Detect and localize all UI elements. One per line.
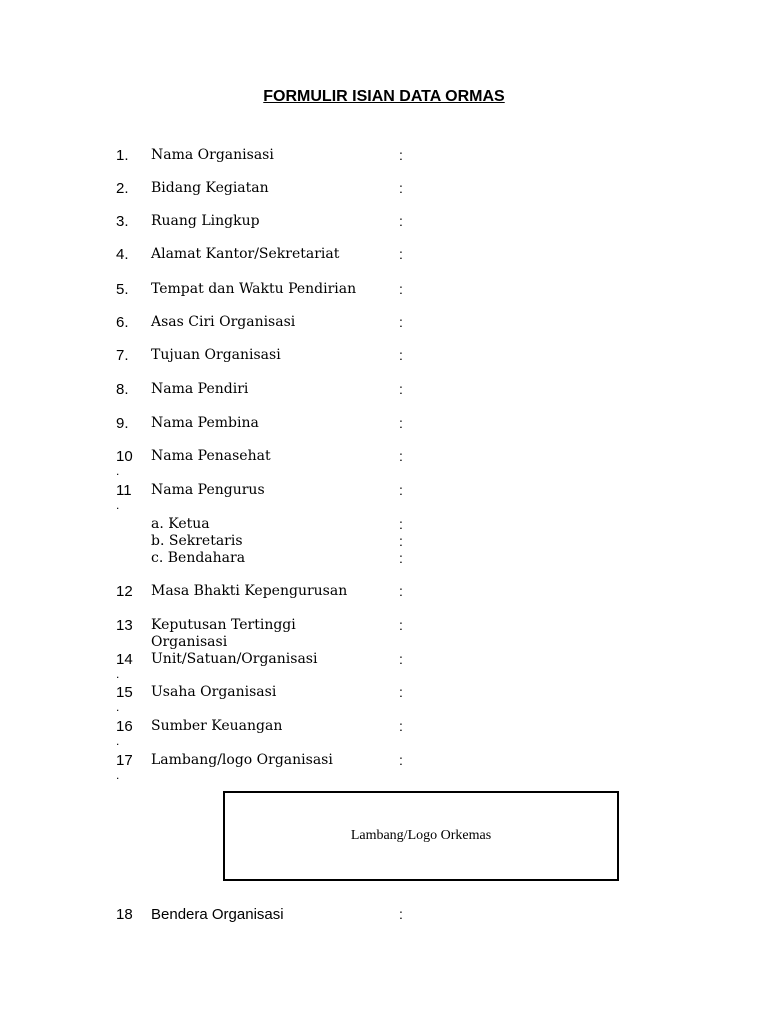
- item-number-dot: .: [116, 734, 120, 748]
- item-number: 3.: [116, 213, 129, 230]
- item-label: Lambang/logo Organisasi: [151, 752, 333, 768]
- item-label: Unit/Satuan/Organisasi: [151, 651, 318, 667]
- colon: :: [399, 314, 403, 330]
- colon: :: [399, 550, 403, 566]
- colon: :: [399, 651, 403, 667]
- sub-item-label: a. Ketua: [151, 516, 210, 532]
- item-label: Nama Pembina: [151, 415, 259, 431]
- item-number: 10: [116, 448, 133, 465]
- item-number: 4.: [116, 246, 129, 263]
- colon: :: [399, 752, 403, 768]
- item-label: Asas Ciri Organisasi: [151, 314, 296, 330]
- item-number: 2.: [116, 180, 129, 197]
- item-number: 15: [116, 684, 133, 701]
- item-label-continued: Organisasi: [151, 634, 228, 650]
- item-label: Usaha Organisasi: [151, 684, 277, 700]
- item-label: Bendera Organisasi: [151, 906, 284, 923]
- logo-placeholder-text: Lambang/Logo Orkemas: [350, 828, 492, 843]
- colon: :: [399, 347, 403, 363]
- colon: :: [399, 617, 403, 633]
- item-number-dot: .: [116, 464, 120, 478]
- colon: :: [399, 533, 403, 549]
- item-label: Nama Organisasi: [151, 147, 274, 163]
- item-label: Nama Pengurus: [151, 482, 265, 498]
- item-label: Ruang Lingkup: [151, 213, 260, 229]
- colon: :: [399, 583, 403, 599]
- colon: :: [399, 906, 403, 922]
- item-number: 17: [116, 752, 133, 769]
- item-number-dot: .: [116, 700, 120, 714]
- colon: :: [399, 448, 403, 464]
- colon: :: [399, 213, 403, 229]
- item-number: 1.: [116, 147, 129, 164]
- colon: :: [399, 718, 403, 734]
- sub-item-label: c. Bendahara: [151, 550, 246, 566]
- item-number: 5.: [116, 281, 129, 298]
- colon: :: [399, 381, 403, 397]
- item-number-dot: .: [116, 498, 120, 512]
- colon: :: [399, 482, 403, 498]
- colon: :: [399, 147, 403, 163]
- item-label: Keputusan Tertinggi: [151, 617, 296, 633]
- colon: :: [399, 415, 403, 431]
- item-number: 9.: [116, 415, 129, 432]
- item-number: 11: [116, 482, 132, 499]
- item-label: Bidang Kegiatan: [151, 180, 269, 196]
- item-number: 12: [116, 583, 133, 600]
- item-label: Masa Bhakti Kepengurusan: [151, 583, 348, 599]
- item-label: Tempat dan Waktu Pendirian: [151, 281, 357, 297]
- colon: :: [399, 246, 403, 262]
- item-number: 16: [116, 718, 133, 735]
- item-number-dot: .: [116, 667, 120, 681]
- item-number: 14: [116, 651, 133, 668]
- item-number: 18: [116, 906, 133, 923]
- item-number: 6.: [116, 314, 129, 331]
- item-number: 7.: [116, 347, 129, 364]
- item-label: Nama Penasehat: [151, 448, 271, 464]
- item-label: Alamat Kantor/Sekretariat: [151, 246, 340, 262]
- item-number: 8.: [116, 381, 129, 398]
- colon: :: [399, 684, 403, 700]
- item-number-dot: .: [116, 768, 120, 782]
- item-number: 13: [116, 617, 133, 634]
- colon: :: [399, 180, 403, 196]
- form-title-text: FORMULIR ISIAN DATA ORMAS: [263, 88, 505, 105]
- colon: :: [399, 516, 403, 532]
- item-label: Sumber Keuangan: [151, 718, 283, 734]
- item-label: Nama Pendiri: [151, 381, 249, 397]
- form-title: [0, 88, 768, 106]
- colon: :: [399, 281, 403, 297]
- sub-item-label: b. Sekretaris: [151, 533, 243, 549]
- logo-placeholder-box: [223, 791, 619, 881]
- item-label: Tujuan Organisasi: [151, 347, 281, 363]
